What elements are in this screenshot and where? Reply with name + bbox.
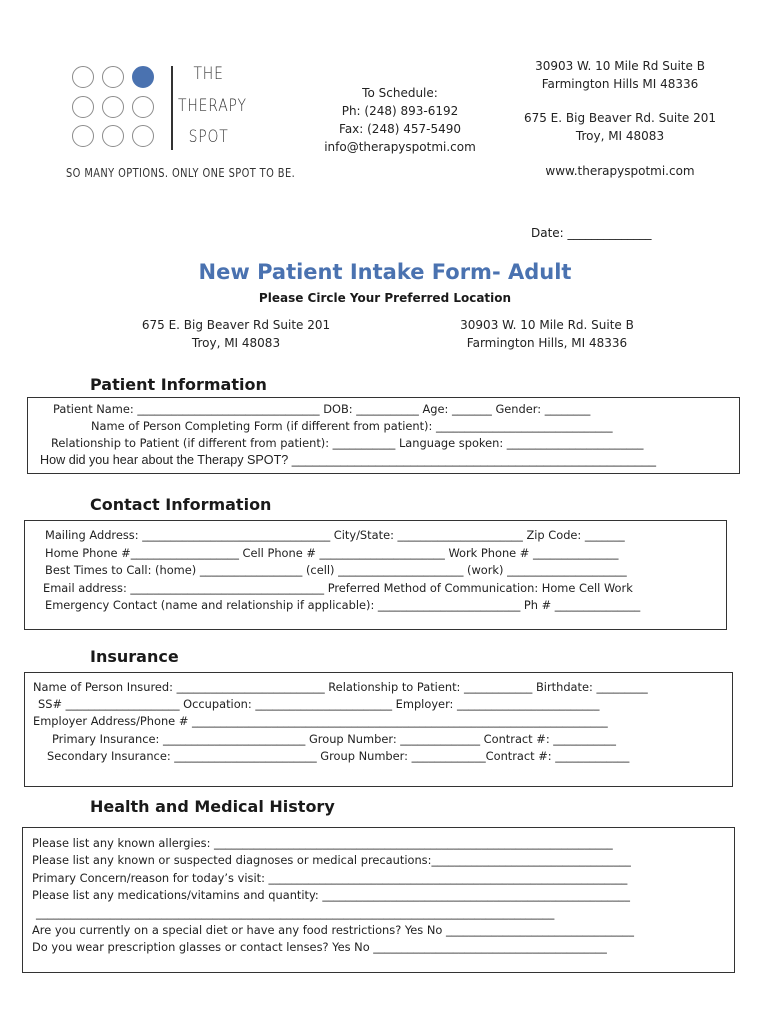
- form-line[interactable]: Secondary Insurance: _________________________ Group Number: _____________Contract #: _____________: [47, 749, 630, 763]
- schedule-block: [310, 84, 490, 156]
- form-line[interactable]: Primary Insurance: _________________________ Group Number: ______________ Contract #: ___________: [52, 732, 616, 746]
- logo-divider: [171, 66, 173, 150]
- location-line: 675 E. Big Beaver Rd Suite 201: [141, 318, 331, 332]
- address-line: 30903 W. 10 Mile Rd Suite B: [535, 59, 705, 73]
- form-line[interactable]: How did you hear about the Therapy SPOT? ____________________________________________________: [40, 453, 656, 467]
- form-line[interactable]: Please list any medications/vitamins and quantity: ______________________________________________________: [32, 888, 630, 902]
- address-farmington: [500, 57, 740, 93]
- form-line[interactable]: Employer Address/Phone # _________________________________________________________________________: [33, 714, 608, 728]
- form-line[interactable]: Patient Name: ________________________________ DOB: ___________ Age: _______ Gender: ________: [53, 402, 591, 416]
- form-line[interactable]: Mailing Address: _________________________________ City/State: ______________________ Zip Code: _______: [45, 528, 625, 542]
- contact-info-box: [24, 520, 727, 630]
- logo-mark: [70, 64, 160, 154]
- location-option-troy[interactable]: [126, 316, 346, 352]
- section-heading-patient: Patient Information: [90, 375, 267, 394]
- form-line[interactable]: Name of Person Insured: __________________________ Relationship to Patient: ____________ Birthdate: _________: [33, 680, 648, 694]
- form-line[interactable]: Please list any known allergies: ______________________________________________________________________: [32, 836, 613, 850]
- form-line[interactable]: Email address: __________________________________ Preferred Method of Communication: Home Cell Work: [43, 581, 633, 595]
- section-heading-contact: Contact Information: [90, 495, 272, 514]
- form-line[interactable]: Please list any known or suspected diagnoses or medical precautions:___________________________________: [32, 853, 631, 867]
- form-line[interactable]: Best Times to Call: (home) __________________ (cell) ______________________ (work) _____________________: [45, 563, 627, 577]
- logo-word-spot: SPOT: [188, 127, 229, 147]
- schedule-phone: Ph: (248) 893-6192: [341, 104, 459, 118]
- patient-info-box: [27, 397, 740, 474]
- section-heading-health: Health and Medical History: [90, 797, 335, 816]
- date-field[interactable]: Date: ______________: [531, 226, 652, 240]
- schedule-label: To Schedule:: [362, 86, 438, 100]
- section-heading-insurance: Insurance: [90, 647, 179, 666]
- logo-word-the: THE: [193, 64, 224, 84]
- form-line[interactable]: Do you wear prescription glasses or contact lenses? Yes No _________________________________________: [32, 940, 607, 954]
- website: www.therapyspotmi.com: [545, 164, 695, 178]
- form-line[interactable]: Emergency Contact (name and relationship if applicable): _________________________ Ph # _______________: [45, 598, 641, 612]
- address-line: Farmington Hills MI 48336: [541, 77, 699, 91]
- address-line: 675 E. Big Beaver Rd. Suite 201: [523, 111, 717, 125]
- location-line: Troy, MI 48083: [191, 336, 281, 350]
- logo-word-therapy: THERAPY: [178, 96, 247, 116]
- address-line: Troy, MI 48083: [575, 129, 665, 143]
- location-prompt: Please Circle Your Preferred Location: [258, 291, 512, 305]
- form-line[interactable]: ___________________________________________________________________________________________: [36, 906, 555, 920]
- form-line[interactable]: Relationship to Patient (if different from patient): ___________ Language spoken: ________________________: [51, 436, 644, 450]
- insurance-box: [24, 672, 733, 787]
- form-line[interactable]: SS# ____________________ Occupation: ________________________ Employer: _________________________: [38, 697, 600, 711]
- location-line: Farmington Hills, MI 48336: [466, 336, 628, 350]
- tagline: SO MANY OPTIONS. ONLY ONE SPOT TO BE.: [66, 166, 296, 180]
- location-line: 30903 W. 10 Mile Rd. Suite B: [460, 318, 634, 332]
- schedule-email: info@therapyspotmi.com: [324, 140, 476, 154]
- location-option-farmington[interactable]: [437, 316, 657, 352]
- form-line[interactable]: Name of Person Completing Form (if different from patient): _______________________________: [91, 419, 613, 433]
- address-troy: [500, 109, 740, 145]
- schedule-fax: Fax: (248) 457-5490: [339, 122, 461, 136]
- form-line[interactable]: Primary Concern/reason for today’s visit: _______________________________________________________________: [32, 871, 628, 885]
- form-line[interactable]: Home Phone #___________________ Cell Phone # ______________________ Work Phone # _______________: [45, 546, 619, 560]
- health-box: [22, 827, 735, 973]
- form-line[interactable]: Are you currently on a special diet or have any food restrictions? Yes No _________________________________: [32, 923, 634, 937]
- form-title: New Patient Intake Form- Adult: [198, 260, 572, 284]
